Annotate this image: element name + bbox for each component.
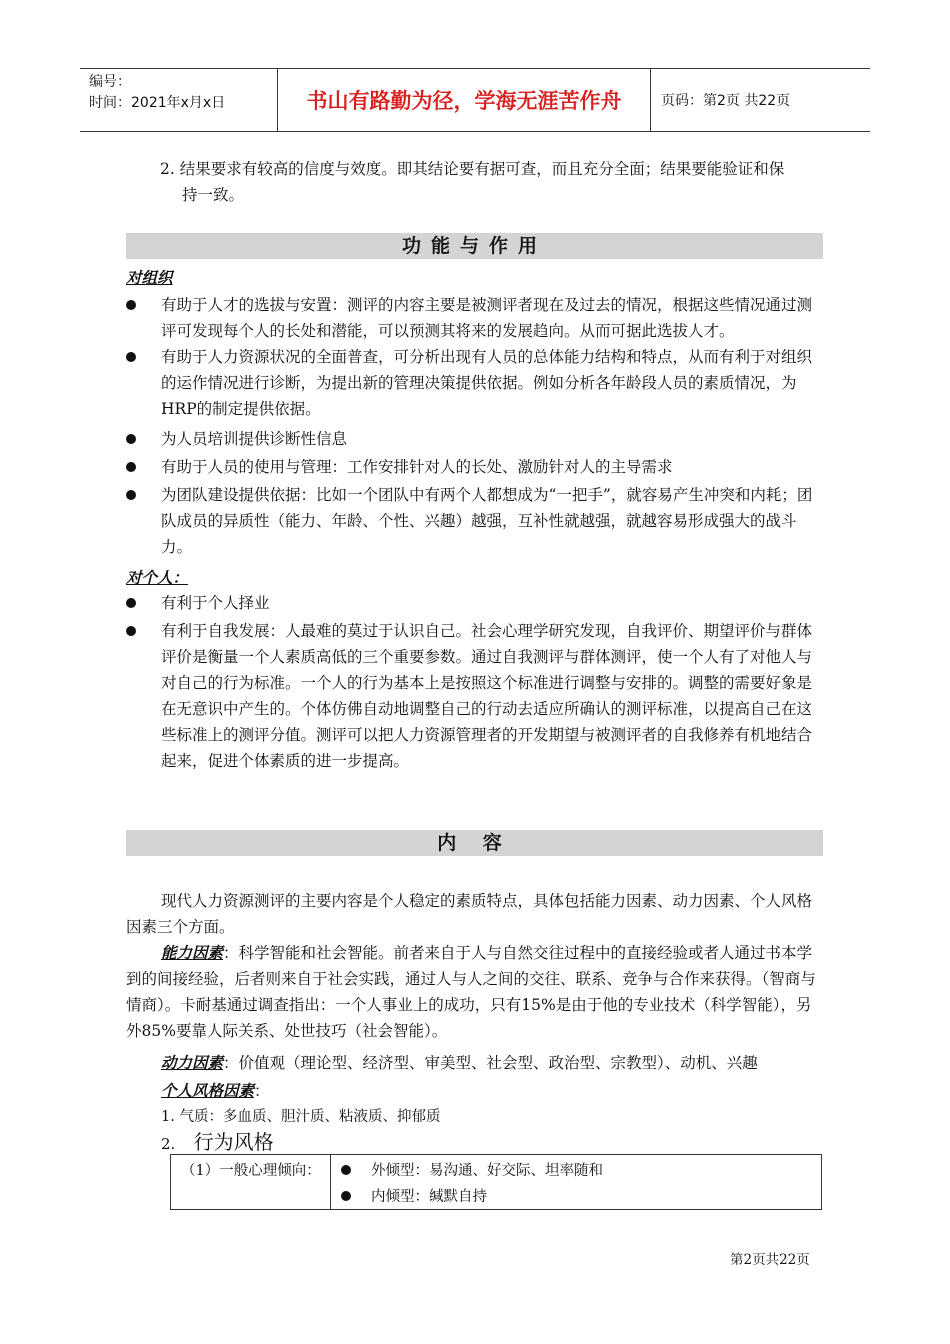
header-motto: 书山有路勤为径，学海无涯苦作舟: [278, 69, 651, 131]
bullet-icon: [341, 1191, 351, 1201]
behavior-style-item: 2. 行为风格: [161, 1130, 274, 1154]
bullet-icon: [126, 490, 136, 500]
header-meta: [80, 69, 278, 131]
list-item: 有利于自我发展：人最难的莫过于认识自己。社会心理学研究发现，自我评价、期望评价与群体评价是衡量一个人素质高低的三个重要参数。通过自我测评与群体测评，使一个人有了对他人与对自己的行为标准。一个人的行为基本上是按照这个标准进行调整与安排的。调整的需要好象是在无意识中产生的。个体仿佛自动地调整自己的行动去适应所确认的测评标准，以提高自己在这些标准上的测评分值。测评可以把人力资源管理者的开发期望与被测评者的自我修养有机地结合起来，促进个体素质的进一步提高。: [126, 618, 826, 774]
org-label: 对组织: [126, 269, 173, 287]
page-footer: 第2页共22页: [730, 1252, 810, 1268]
bullet-icon: [126, 300, 136, 310]
table-cell-right: [331, 1155, 821, 1209]
temperament-item: 1. 气质：多血质、胆汁质、粘液质、抑郁质: [161, 1109, 441, 1125]
list-item: 有利于个人择业: [126, 590, 826, 616]
motive-paragraph: 动力因素：价值观（理论型、经济型、审美型、社会型、政治型、宗教型）、动机、兴趣: [161, 1054, 758, 1072]
list-item: 有助于人员的使用与管理：工作安排针对人的长处、激励针对人的主导需求: [126, 454, 826, 480]
bullet-icon: [126, 598, 136, 608]
ability-paragraph: 能力因素：科学智能和社会智能。前者来自于人与自然交往过程中的直接经验或者人通过书本学到的间接经验，后者则来自于社会实践，通过人与人之间的交往、联系、竞争与合作来获得。（智商与情商）。卡耐基通过调查指出：一个人事业上的成功，只有15%是由于他的专业技术（科学智能），另外85%要靠人际关系、处世技巧（社会智能）。: [126, 944, 816, 1040]
style-label: 个人风格因素: [161, 1082, 255, 1100]
content-intro: 现代人力资源测评的主要内容是个人稳定的素质特点，具体包括能力因素、动力因素、个人风格因素三个方面。: [126, 892, 813, 936]
bullet-icon: [126, 462, 136, 472]
bullet-icon: [126, 434, 136, 444]
table-row: 内倾型：缄默自持: [371, 1185, 487, 1206]
style-heading: 个人风格因素：: [161, 1082, 270, 1100]
list-item: 有助于人力资源状况的全面普查，可分析出现有人员的总体能力结构和特点，从而有利于对组织的运作情况进行诊断，为提出新的管理决策提供依据。例如分析各年龄段人员的素质情况，为HRP的制定提供依据。: [126, 344, 826, 422]
number-label: 编号：: [89, 74, 131, 90]
motive-label: 动力因素: [161, 1054, 224, 1072]
section-title-function: 功能与作用: [126, 233, 823, 259]
section-title-content: 内 容: [126, 830, 823, 856]
bullet-icon: [126, 626, 136, 636]
list-item: 为人员培训提供诊断性信息: [126, 426, 826, 452]
ability-label: 能力因素: [161, 944, 224, 962]
table-row: 外倾型：易沟通、好交际、坦率随和: [371, 1159, 603, 1180]
date-label: 时间：2021年x月x日: [89, 95, 226, 111]
page-header: [80, 68, 870, 132]
style-table: [170, 1154, 822, 1210]
list-item: 为团队建设提供依据：比如一个团队中有两个人都想成为“一把手”，就容易产生冲突和内耗；团队成员的异质性（能力、年龄、个性、兴趣）越强，互补性就越强，就越容易形成强大的战斗力。: [126, 482, 826, 560]
bullet-icon: [126, 352, 136, 362]
intro-item: 2. 结果要求有较高的信度与效度。即其结论要有据可查，而且充分全面；结果要能验证和保 持一致。: [160, 160, 785, 204]
bullet-icon: [341, 1165, 351, 1175]
list-item: 有助于人才的选拔与安置：测评的内容主要是被测评者现在及过去的情况，根据这些情况通过测评可发现每个人的长处和潜能，可以预测其将来的发展趋向。从而可据此选拔人才。: [126, 292, 826, 344]
person-label: 对个人：: [126, 569, 189, 587]
table-cell-left: （1）一般心理倾向：: [171, 1155, 331, 1209]
page-number: 页码：第2页 共22页: [661, 93, 791, 109]
